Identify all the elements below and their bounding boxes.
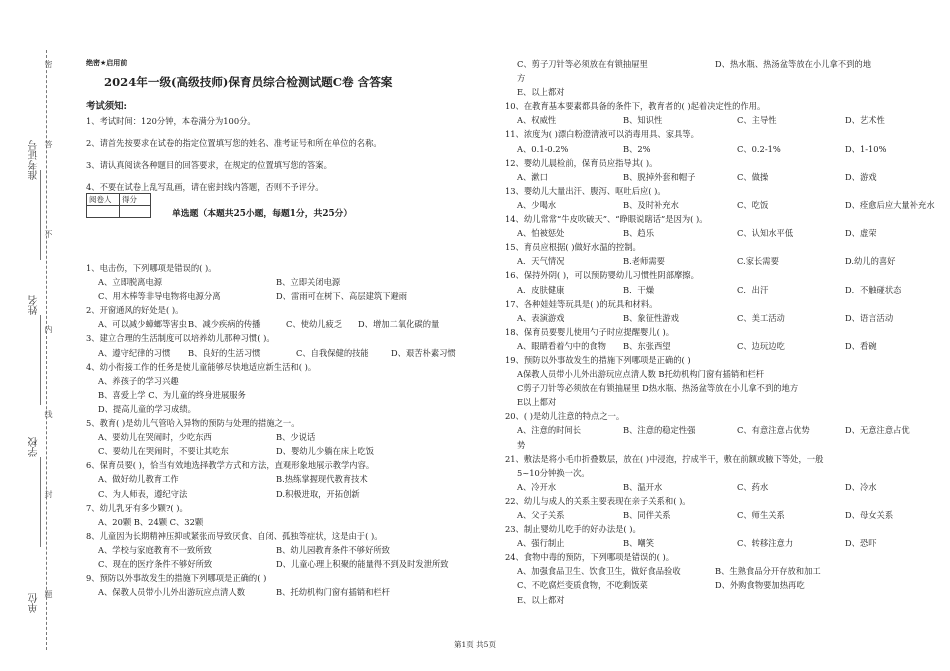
question-text: 2、开窗通风的好处是( )。 bbox=[86, 305, 184, 316]
option-c: C、边玩边吃 bbox=[737, 340, 785, 351]
option-b: B.老师需要 bbox=[623, 256, 665, 267]
right-question-column bbox=[505, 57, 935, 607]
grader-reviewer-cell: 阅卷人 bbox=[87, 194, 120, 206]
notice-heading: 考试须知: bbox=[86, 101, 127, 112]
secret-mark: 绝密★启用前 bbox=[86, 59, 128, 67]
option-row bbox=[505, 283, 935, 297]
option-row bbox=[505, 480, 935, 494]
option-c: C、转移注意力 bbox=[737, 538, 794, 549]
option-a: A、父子关系 bbox=[517, 510, 565, 520]
cut-mark: 内 bbox=[44, 325, 53, 333]
option-row bbox=[86, 275, 491, 289]
question-text: 11、浓度为( )漂白粉澄清液可以消毒用具、家具等。 bbox=[505, 129, 699, 140]
option-row bbox=[505, 226, 935, 240]
question-text: 1、电击伤，下列哪项是错误的( )。 bbox=[86, 263, 217, 273]
option-a: C、为人师表，遵纪守法 bbox=[98, 488, 188, 499]
question-text: 24、食物中毒的预防，下列哪项是错误的( )。 bbox=[505, 552, 675, 563]
option-c: C、认知水平低 bbox=[737, 228, 794, 239]
option-b: D、外购食物要加热再吃 bbox=[715, 580, 805, 591]
option-row bbox=[505, 339, 935, 353]
option-a: A、怕被惩处 bbox=[517, 228, 565, 239]
question-text: 19、预防以外事故发生的措施下列哪项是正确的( ) bbox=[505, 354, 691, 365]
option-b: B、象征性游戏 bbox=[623, 312, 679, 323]
continued-text: A保教人员带小儿外出游玩应点清人数 B托幼机构门窗有插销和栏杆 bbox=[517, 369, 765, 380]
question-text: 18、保育员要婴儿使用勺子时应提醒婴儿( )。 bbox=[505, 326, 675, 337]
option-c: C、吃饭 bbox=[737, 199, 769, 210]
option-b: B、注意的稳定性强 bbox=[623, 425, 696, 436]
option-b: B．干燥 bbox=[623, 284, 654, 295]
option-b: B、知识性 bbox=[623, 115, 663, 126]
option-row bbox=[86, 346, 491, 360]
option-row bbox=[86, 487, 491, 501]
option-row bbox=[505, 170, 935, 184]
option-a: A、做好幼儿教育工作 bbox=[98, 474, 179, 485]
option-d: D、母女关系 bbox=[845, 510, 894, 520]
option-b: B、幼儿园教育条件不够好所致 bbox=[276, 544, 390, 555]
cut-mark: 线 bbox=[44, 410, 53, 418]
continued-text: 5~10分钟换一次。 bbox=[517, 467, 590, 478]
cut-mark: 封 bbox=[44, 490, 53, 498]
question-text: 7、幼儿乳牙有多少颗?( )。 bbox=[86, 502, 188, 513]
option-b: B、同伴关系 bbox=[623, 510, 671, 520]
option-b: B.热练掌握现代教育技术 bbox=[276, 474, 368, 485]
option-row bbox=[86, 317, 491, 331]
grader-score-cell: 得分 bbox=[120, 194, 151, 206]
question-text: 21、敷法是将小毛巾折叠数层，放在( )中浸泡，拧成半干，敷在前额或腋下等处，一般 bbox=[505, 453, 824, 464]
question-text: 17、各种娃娃等玩具是( )的玩具和材料。 bbox=[505, 298, 658, 309]
option-b: B、少说话 bbox=[276, 432, 316, 443]
question-text: 12、婴幼儿晨检前，保育员应指导其( )。 bbox=[505, 157, 658, 168]
option-d: D、虚荣 bbox=[845, 228, 877, 239]
option-d: D、看碗 bbox=[845, 340, 877, 351]
option-a: C、要幼儿在哭闹时，不要让其吃东 bbox=[98, 446, 229, 457]
question-text: 20、( )是幼儿注意的特点之一。 bbox=[505, 411, 625, 422]
option-row bbox=[86, 444, 491, 458]
option-a: E、以上都对 bbox=[517, 87, 565, 98]
notice-item: 4、不要在试卷上乱写乱画，请在密封线内答题，否则不予评分。 bbox=[86, 182, 324, 192]
option-c: C.家长需要 bbox=[737, 256, 779, 267]
grader-table bbox=[86, 193, 151, 218]
cut-mark: 题 bbox=[44, 590, 53, 598]
option-a: C、现在的医疗条件不够好所致 bbox=[98, 558, 213, 569]
option-row bbox=[86, 472, 491, 486]
option-row bbox=[505, 536, 935, 550]
option-b: D、婴幼儿少躺在床上吃饭 bbox=[276, 446, 374, 457]
question-text: 4、幼小衔接工作的任务是使儿童能够尽快地适应新生活和( )。 bbox=[86, 361, 317, 372]
notice-item: 3、请认真阅读各种题目的回答要求，在规定的位置填写您的答案。 bbox=[86, 160, 332, 170]
option-c: C、药水 bbox=[737, 481, 769, 492]
option-b: D、热水瓶、热汤盆等放在小儿拿不到的地 bbox=[715, 59, 871, 69]
option-b: B、趋乐 bbox=[623, 228, 654, 239]
option-a: A、注意的时间长 bbox=[517, 425, 582, 436]
option-b: B、减少疾病的传播 bbox=[188, 319, 261, 330]
option-d: D、游戏 bbox=[845, 171, 877, 182]
option-a: A．皮肤健康 bbox=[517, 284, 565, 295]
option-b: B、东张西望 bbox=[623, 340, 671, 351]
option-row bbox=[505, 254, 935, 268]
question-text: 8、儿童因为长期精神压抑或紧张而导致厌食、自闭、孤独等症状，这是由于( )。 bbox=[86, 530, 383, 541]
option-a: A、养孩子的学习兴趣 bbox=[98, 375, 179, 386]
option-c: C、美工活动 bbox=[737, 312, 785, 323]
question-text: 10、在教育基本要素都具备的条件下，教育者的( )起着决定性的作用。 bbox=[505, 101, 766, 112]
option-c: C、师生关系 bbox=[737, 510, 785, 520]
option-row bbox=[86, 515, 491, 529]
option-b: B、2% bbox=[623, 143, 651, 154]
option-b: D.积极进取，开拓创新 bbox=[276, 488, 360, 499]
option-row bbox=[505, 142, 935, 156]
margin-label-school: 学校 bbox=[29, 437, 40, 457]
option-d: D、语言活动 bbox=[845, 312, 894, 323]
question-text: 14、幼儿常常“牛皮吹破天”、“睁眼说瞎话”是因为( )。 bbox=[505, 214, 708, 225]
option-a: A、要幼儿在哭闹时，少吃东西 bbox=[98, 432, 212, 443]
option-row bbox=[505, 113, 935, 127]
option-a: A、0.1-0.2% bbox=[517, 143, 569, 154]
option-d: D、恐吓 bbox=[845, 538, 877, 549]
option-b: B、及时补充水 bbox=[623, 199, 679, 210]
option-d: D．不触碰状态 bbox=[845, 284, 902, 295]
option-d: D、艺术性 bbox=[845, 115, 885, 126]
continued-text: 方 bbox=[517, 73, 526, 84]
option-b: B、良好的生活习惯 bbox=[188, 347, 261, 358]
option-row bbox=[86, 289, 491, 303]
continued-text: 势 bbox=[517, 439, 526, 450]
option-row bbox=[86, 430, 491, 444]
option-b: D、雷雨可在树下、高层建筑下避雨 bbox=[276, 291, 408, 302]
option-a: A、学校与家庭教育不一致所致 bbox=[98, 544, 212, 555]
option-row bbox=[505, 508, 935, 522]
option-c: C、做操 bbox=[737, 171, 769, 182]
option-row bbox=[505, 564, 935, 578]
option-d: D、冷水 bbox=[845, 481, 877, 492]
option-b: B、生熟食品分开存放和加工 bbox=[715, 566, 821, 577]
cut-mark: 答 bbox=[44, 140, 53, 148]
page-title: 2024年一级(高级技师)保育员综合检测试题C卷 含答案 bbox=[104, 75, 393, 89]
option-a: A、表演游戏 bbox=[517, 312, 565, 323]
option-d: D.幼儿的喜好 bbox=[845, 256, 896, 267]
option-row bbox=[86, 543, 491, 557]
option-b: B、脱掉外套和帽子 bbox=[623, 171, 696, 182]
name-write-line bbox=[40, 315, 42, 405]
option-a: C、不吃腐烂变质食物，不吃剩饭菜 bbox=[517, 580, 648, 591]
question-text: 23、制止婴幼儿吃手的好办法是( )。 bbox=[505, 524, 641, 535]
school-write-line bbox=[40, 457, 42, 547]
option-d: D、增加二氧化碳的量 bbox=[358, 319, 440, 330]
option-row bbox=[505, 85, 935, 99]
question-text: 15、育员应根据( )做好水温的控制。 bbox=[505, 242, 641, 253]
question-text: 13、婴幼儿大量出汗、腹泻、呕吐后应( )。 bbox=[505, 185, 666, 196]
continued-text: C剪子刀针等必须放在有锁抽屉里 D热水瓶、热汤盆等放在小儿拿不到的地方 bbox=[517, 383, 799, 394]
question-text: 3、建立合理的生活制度可以培养幼儿那种习惯( )。 bbox=[86, 333, 275, 344]
binding-margin bbox=[0, 0, 70, 671]
option-b: B、嘲笑 bbox=[623, 538, 654, 549]
exam-number-write-line bbox=[40, 170, 42, 260]
option-b: B、立即关闭电源 bbox=[276, 277, 341, 288]
option-row bbox=[86, 388, 491, 402]
option-row bbox=[505, 593, 935, 607]
option-row bbox=[505, 311, 935, 325]
option-d: D、艰苦朴素习惯 bbox=[391, 347, 456, 358]
option-row bbox=[505, 198, 935, 212]
option-a: A、少喝水 bbox=[517, 199, 557, 210]
question-text: 16、保持外阴( )，可以预防婴幼儿习惯性阴部摩擦。 bbox=[505, 270, 699, 281]
notice-list bbox=[86, 115, 486, 203]
option-a: A、加强食品卫生、饮食卫生，做好食品验收 bbox=[517, 566, 681, 577]
option-row bbox=[505, 578, 935, 592]
option-a: A．天气情况 bbox=[517, 256, 565, 267]
option-row bbox=[505, 423, 935, 437]
question-text: 5、教育( )是幼儿气管哈入异物的预防与处理的措施之一。 bbox=[86, 418, 300, 429]
notice-item: 1、考试时间：120分钟，本卷满分为100分。 bbox=[86, 116, 256, 126]
option-a: A、冷开水 bbox=[517, 481, 557, 492]
option-a: A、立即脱离电源 bbox=[98, 277, 163, 288]
option-a: B、喜爱上学 C、为儿童的终身进展服务 bbox=[98, 389, 246, 400]
grader-score-input[interactable] bbox=[120, 206, 151, 218]
option-c: C、自我保健的技能 bbox=[296, 347, 369, 358]
option-row bbox=[86, 557, 491, 571]
option-a: E、以上都对 bbox=[517, 594, 565, 605]
option-row bbox=[86, 402, 491, 416]
option-a: A、保教人员带小儿外出游玩应点清人数 bbox=[98, 587, 246, 598]
option-d: D、痊愈后应大量补充水 bbox=[845, 199, 935, 210]
option-row bbox=[86, 585, 491, 599]
option-d: D、1-10% bbox=[845, 143, 887, 154]
option-a: A、可以减少蟑螂等害虫 bbox=[98, 319, 187, 330]
cut-mark: 不 bbox=[44, 230, 53, 238]
question-text: 22、幼儿与成人的关系主要表现在亲子关系和( )。 bbox=[505, 495, 691, 506]
left-question-column bbox=[86, 261, 491, 599]
option-b: B、托幼机构门窗有插销和栏杆 bbox=[276, 587, 390, 598]
notice-item: 2、请首先按要求在试卷的指定位置填写您的姓名、准考证号和所在单位的名称。 bbox=[86, 138, 382, 148]
option-b: B、温开水 bbox=[623, 481, 663, 492]
grader-reviewer-input[interactable] bbox=[87, 206, 120, 218]
cut-mark: 密 bbox=[44, 60, 53, 68]
option-a: A、漱口 bbox=[517, 171, 548, 182]
margin-label-exam-number: 准考证号 bbox=[29, 140, 40, 180]
option-b: D、儿童心理上积聚的能量得不到及时发泄所致 bbox=[276, 558, 449, 569]
option-row bbox=[505, 57, 935, 71]
option-a: A、遵守纪律的习惯 bbox=[98, 347, 171, 358]
option-row bbox=[86, 374, 491, 388]
option-c: C、使幼儿疲乏 bbox=[286, 319, 343, 330]
continued-text: E以上都对 bbox=[517, 397, 557, 408]
option-c: C、主导性 bbox=[737, 115, 777, 126]
option-a: C、用木棒等非导电物将电源分离 bbox=[98, 291, 221, 302]
option-c: C．出汗 bbox=[737, 284, 769, 295]
margin-label-unit: 单位 bbox=[29, 593, 40, 613]
option-a: A、强行制止 bbox=[517, 538, 565, 549]
question-text: 6、保育员要( )，恰当有效地选择教学方式和方法，直观形象地展示教学内容。 bbox=[86, 460, 375, 471]
option-a: A、20颗 B、24颗 C、32颗 bbox=[98, 516, 204, 527]
margin-label-name: 姓名 bbox=[29, 295, 40, 315]
option-c: C、0.2-1% bbox=[737, 143, 781, 154]
section-heading: 单选题（本题共25小题，每题1分，共25分） bbox=[172, 209, 353, 219]
option-a: D、提高儿童的学习成绩。 bbox=[98, 403, 196, 414]
option-a: A、权威性 bbox=[517, 115, 557, 126]
option-a: C、剪子刀针等必须放在有锁抽屉里 bbox=[517, 59, 648, 69]
option-d: D、无意注意占优 bbox=[845, 425, 910, 436]
question-text: 9、预防以外事故发生的措施下列哪项是正确的( ) bbox=[86, 573, 267, 584]
option-a: A、眼睛看着勺中的食物 bbox=[517, 340, 606, 351]
option-c: C、有意注意占优势 bbox=[737, 425, 810, 436]
page-footer: 第1页 共5页 bbox=[454, 640, 496, 649]
